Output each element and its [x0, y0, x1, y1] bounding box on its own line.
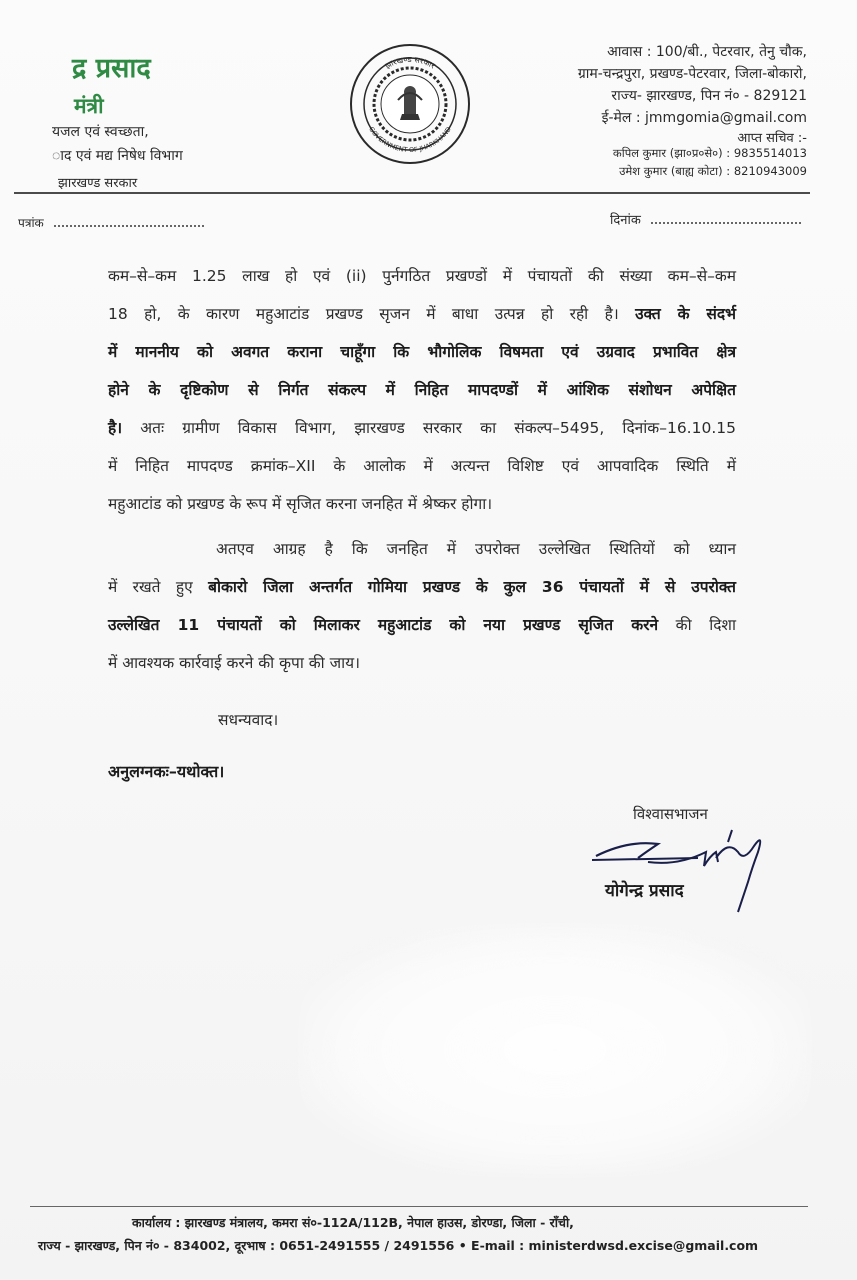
date-blank [651, 222, 801, 224]
paragraph-1-line-4: होने के दृष्टिकोण से निर्गत संकल्प में निहित मापदण्डों में आंशिक संशोधन अपेक्षित [108, 381, 736, 399]
closing-word: विश्वासभाजन [633, 805, 708, 823]
paragraph-2-line-3 [108, 606, 736, 644]
p1-l5-bold: है। [108, 419, 123, 437]
email-line: ई-मेल : jmmgomia@gmail.com [601, 110, 807, 126]
p2-l3-regular: की दिशा [675, 616, 736, 634]
paragraph-1 [108, 257, 736, 523]
paragraph-2-line-2 [108, 568, 736, 606]
reference-label: पत्रांक [18, 216, 44, 230]
secretary-label: आप्त सचिव :- [737, 131, 807, 146]
paragraph-2-line-4: में आवश्यक कार्रवाई करने की कृपा की जाय। [108, 654, 360, 672]
p2-l2-bold: बोकारो जिला अन्तर्गत गोमिया प्रखण्ड के कुल 36 पंचायतों में से उपरोक्त [208, 578, 736, 596]
paragraph-2 [108, 530, 736, 682]
designation: मंत्री [74, 94, 104, 118]
thanks-line: सधन्यवाद। [218, 711, 279, 729]
paragraph-1-line-1: कम–से–कम 1.25 लाख हो एवं (ii) पुर्नगठित प्रखण्डों में पंचायतों की संख्या कम–से–कम [108, 267, 736, 285]
footer-line-1: कार्यालय : झारखण्ड मंत्रालय, कमरा सं०-112A/112B, नेपाल हाउस, डोरण्डा, जिला - राँची, [132, 1215, 574, 1230]
seal-top-text: झारखण्ड सरकार [383, 54, 437, 71]
date-field [610, 210, 801, 228]
address-line-3: राज्य- झारखण्ड, पिन नं० - 829121 [611, 88, 807, 104]
svg-text:झारखण्ड सरकार [384, 55, 438, 71]
paragraph-1-line-5 [108, 409, 736, 447]
p1-l2-regular: 18 हो, के कारण महुआटांड प्रखण्ड सृजन में बाधा उत्पन्न हो रही है। [108, 305, 619, 323]
seal-bottom-text: GOVERNMENT OF JHARKHAND [367, 125, 453, 155]
p2-l3-bold: उल्लेखित 11 पंचायतों को मिलाकर महुआटांड को नया प्रखण्ड सृजित करने [108, 616, 659, 634]
secretary-1: कपिल कुमार (झा०प्र०से०) : 9835514013 [612, 146, 807, 160]
secretary-2: उमेश कुमार (बाह्य कोटा) : 8210943009 [619, 164, 807, 178]
paragraph-1-line-2 [108, 295, 736, 333]
government-seal [348, 42, 472, 166]
department-line-1: यजल एवं स्वच्छता, [52, 124, 149, 140]
address-line-2: ग्राम-चन्द्रपुरा, प्रखण्ड-पेटरवार, जिला-बोकारो, [577, 66, 807, 82]
state-name: झारखण्ड सरकार [58, 176, 138, 191]
paragraph-1-line-7: महुआटांड को प्रखण्ड के रूप में सृजित करना जनहित में श्रेष्कर होगा। [108, 495, 493, 513]
scan-glare [300, 925, 810, 1175]
address-line-1: आवास : 100/बी., पेटरवार, तेनु चौक, [607, 44, 807, 60]
signer-name: योगेन्द्र प्रसाद [605, 881, 684, 901]
reference-number [18, 214, 204, 231]
department-line-2: ाद एवं मद्य निषेध विभाग [52, 148, 183, 164]
p1-l5-regular: अतः ग्रामीण विकास विभाग, झारखण्ड सरकार का संकल्प–5495, दिनांक–16.10.15 [140, 419, 736, 437]
date-label: दिनांक [610, 213, 641, 228]
p1-l2-bold: उक्त के संदर्भ [635, 305, 736, 323]
p2-l2-regular: में रखते हुए [108, 578, 193, 596]
footer-line-2: राज्य - झारखण्ड, पिन नं० - 834002, दूरभाष : 0651-2491555 / 2491556 • E-mail : ministerdwsd.excise@gmail.com [38, 1238, 759, 1253]
footer-divider [30, 1206, 808, 1207]
paragraph-1-line-3: में माननीय को अवगत कराना चाहूँगा कि भौगोलिक विषमता एवं उग्रवाद प्रभावित क्षेत्र [108, 343, 736, 361]
minister-name: द्र प्रसाद [72, 53, 151, 84]
header-divider [14, 192, 810, 194]
paragraph-1-line-6: में निहित मापदण्ड क्रमांक–XII के आलोक में अत्यन्त विशिष्ट एवं आपवादिक स्थिति में [108, 457, 736, 475]
enclosure-line: अनुलग्नकः–यथोक्त। [108, 762, 225, 781]
seal-emblem-icon [348, 42, 472, 166]
paragraph-2-line-1: अतएव आग्रह है कि जनहित में उपरोक्त उल्लेखित स्थितियों को ध्यान [216, 540, 736, 558]
reference-blank [54, 225, 204, 227]
